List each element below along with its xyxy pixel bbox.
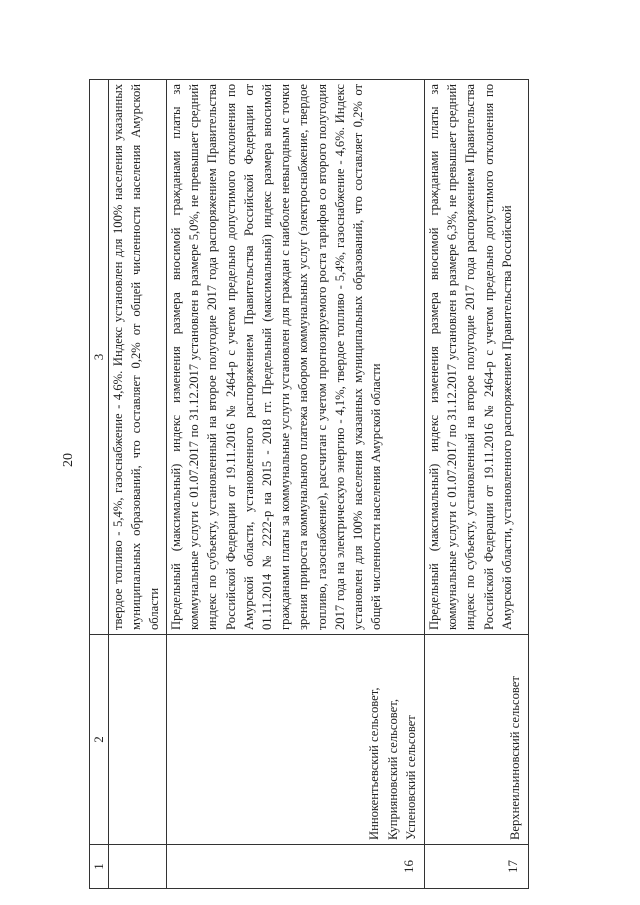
municipality-cell: [425, 634, 528, 844]
header-col-2: 2: [90, 634, 108, 844]
header-col-1: 1: [90, 844, 108, 888]
municipality-cell: [167, 634, 424, 844]
row-number-cell: 17: [425, 844, 528, 888]
rotated-table: [89, 79, 529, 889]
row-number-cell: 16: [167, 844, 424, 888]
table-row-continued: [109, 79, 167, 889]
index-description: Предельный (максимальный) индекс изменения размера вносимой гражданами платы за коммунальные услуги с 01.07.2017 по 31.12.2017 установлен в размере 5,0%, не превышает средний индекс по субъекту, установленный на второе полугодие 2017 года распоряжением Правительства Российской Федерации от 19.11.2016 № 2464-р с учетом предельно допустимого отклонения по Амурской области, установленного распоряжением Правительства Российской Федерации от 01.11.2014 № 2222-р на 2015 - 2018 гг. Предельный (максимальный) индекс размера вносимой гражданами платы за коммунальные услуги установлен для граждан с наиболее невыгодным с точки зрения прироста коммунального платежа набором коммунальных услуг (электроснабжение, твердое топливо, газоснабжение), рассчитан с учетом прогнозируемого роста тарифов со второго полугодия 2017 года на электрическую энергию - 4,1%, твердое топливо - 5,4%, газоснабжение - 4,6%. Индекс установлен для 100% населения указанных муниципальных образований, что составляет 0,2% от общей численности населения Амурской области: [169, 84, 384, 630]
row-number-cell: [109, 844, 166, 888]
municipality-cell: [109, 634, 166, 844]
table-header: [89, 79, 109, 889]
header-col-3: 3: [91, 353, 106, 361]
index-description-cell: [109, 80, 166, 634]
table-row-17: [425, 79, 529, 889]
municipality-name: Верхнеильиновский сельсовет: [507, 676, 522, 840]
table-row-16: [167, 79, 425, 889]
continued-text: твердое топливо - 5,4%, газоснабжение - 4,6%. Индекс установлен для 100% населения указанных муниципальных образований, что составляет 0,2% от общей численности населения Амурской области: [111, 84, 162, 630]
index-description-cell: [425, 80, 528, 634]
index-description-cell: [167, 80, 424, 634]
municipality-name: Иннокентьевский сельсовет, Куприяновский сельсовет, Успеновский сельсовет: [367, 687, 418, 840]
index-description: Предельный (максимальный) индекс изменения размера вносимой гражданами платы за коммунальные услуги с 01.07.2017 по 31.12.2017 установлен в размере 6,3%, не превышает средний индекс по субъекту, установленный на второе полугодие 2017 года распоряжением Правительства Российской Федерации от 19.11.2016 № 2464-р с учетом предельно допустимого отклонения по Амурской области, установленного распоряжением Правительства Российской: [427, 84, 514, 630]
page-number: 20: [61, 453, 76, 467]
